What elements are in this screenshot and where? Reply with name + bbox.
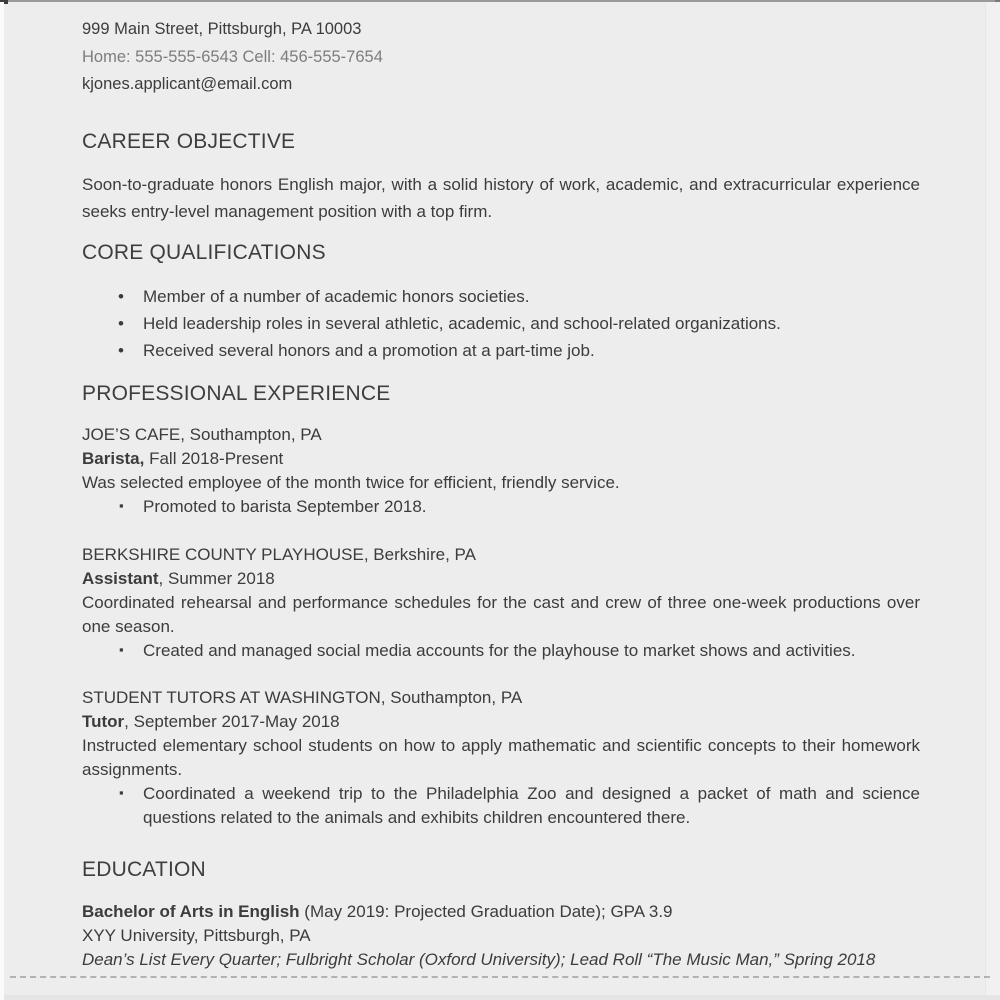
education-degree: Bachelor of Arts in English bbox=[82, 901, 300, 921]
job-dates: , Summer 2018 bbox=[158, 568, 275, 588]
job-entry bbox=[82, 686, 920, 830]
contact-email: kjones.applicant@email.com bbox=[82, 75, 293, 93]
job-dates: Fall 2018-Present bbox=[144, 448, 284, 468]
job-employer: JOE’S CAFE, Southampton, PA bbox=[82, 424, 322, 444]
contact-block bbox=[82, 0, 920, 99]
list-item: ▪ Created and managed social media accounts for the playhouse to market shows and activities. bbox=[82, 639, 920, 663]
contact-address: 999 Main Street, Pittsburgh, PA 10003 bbox=[82, 20, 362, 38]
job-bullet-list bbox=[82, 782, 920, 830]
list-item: • Member of a number of academic honors societies. bbox=[82, 283, 920, 310]
education-school: XYY University, Pittsburgh, PA bbox=[82, 925, 311, 945]
section-heading-professional-experience: PROFESSIONAL EXPERIENCE bbox=[82, 381, 391, 405]
job-employer: BERKSHIRE COUNTY PLAYHOUSE, Berkshire, PA bbox=[82, 544, 476, 564]
scan-bottom-edge bbox=[4, 995, 1000, 1000]
job-summary: Instructed elementary school students on how to apply mathematic and scientific concepts to their homework assignments. bbox=[82, 735, 920, 779]
job-bullet-list bbox=[82, 495, 920, 519]
job-title: Barista, bbox=[82, 448, 145, 468]
job-summary: Was selected employee of the month twice for efficient, friendly service. bbox=[82, 472, 620, 492]
job-bullet-list bbox=[82, 639, 920, 663]
job-dates: , September 2017-May 2018 bbox=[124, 711, 340, 731]
job-title-line bbox=[82, 447, 920, 471]
list-item: • Received several honors and a promotion at a part-time job. bbox=[82, 337, 920, 364]
career-objective-text: Soon-to-graduate honors English major, with a solid history of work, academic, and extracurricular experience seeks entry-level management position with a top firm. bbox=[82, 174, 920, 221]
job-title-line bbox=[82, 710, 920, 734]
scan-bottom-dashes bbox=[10, 976, 990, 978]
job-title: Tutor bbox=[82, 711, 125, 731]
contact-phones: Home: 555-555-6543 Cell: 456-555-7654 bbox=[82, 47, 383, 66]
list-item: ▪ Promoted to barista September 2018. bbox=[82, 495, 920, 519]
education-graduation: (May 2019: Projected Graduation Date); GPA 3.9 bbox=[299, 901, 673, 921]
section-heading-career-objective: CAREER OBJECTIVE bbox=[82, 129, 296, 153]
section-heading-education: EDUCATION bbox=[82, 857, 206, 881]
core-qualifications-list bbox=[82, 283, 920, 364]
education-honors: Dean’s List Every Quarter; Fulbright Scholar (Oxford University); Lead Roll “The Music Man,” Spring 2018 bbox=[82, 949, 876, 969]
list-item: • Held leadership roles in several athletic, academic, and school-related organizations. bbox=[82, 310, 920, 337]
education-block bbox=[82, 900, 920, 972]
section-heading-core-qualifications: CORE QUALIFICATIONS bbox=[82, 240, 326, 264]
job-summary: Coordinated rehearsal and performance schedules for the cast and crew of three one-week productions over one season. bbox=[82, 592, 920, 636]
job-entry bbox=[82, 423, 920, 519]
education-degree-line bbox=[82, 900, 920, 924]
job-title-line bbox=[82, 567, 920, 591]
job-employer: STUDENT TUTORS AT WASHINGTON, Southampton, PA bbox=[82, 687, 523, 707]
job-entry bbox=[82, 543, 920, 663]
list-item: ▪ Coordinated a weekend trip to the Philadelphia Zoo and designed a packet of math and science questions related to the animals and exhibits children encountered there. bbox=[82, 782, 920, 830]
job-title: Assistant bbox=[82, 568, 159, 588]
